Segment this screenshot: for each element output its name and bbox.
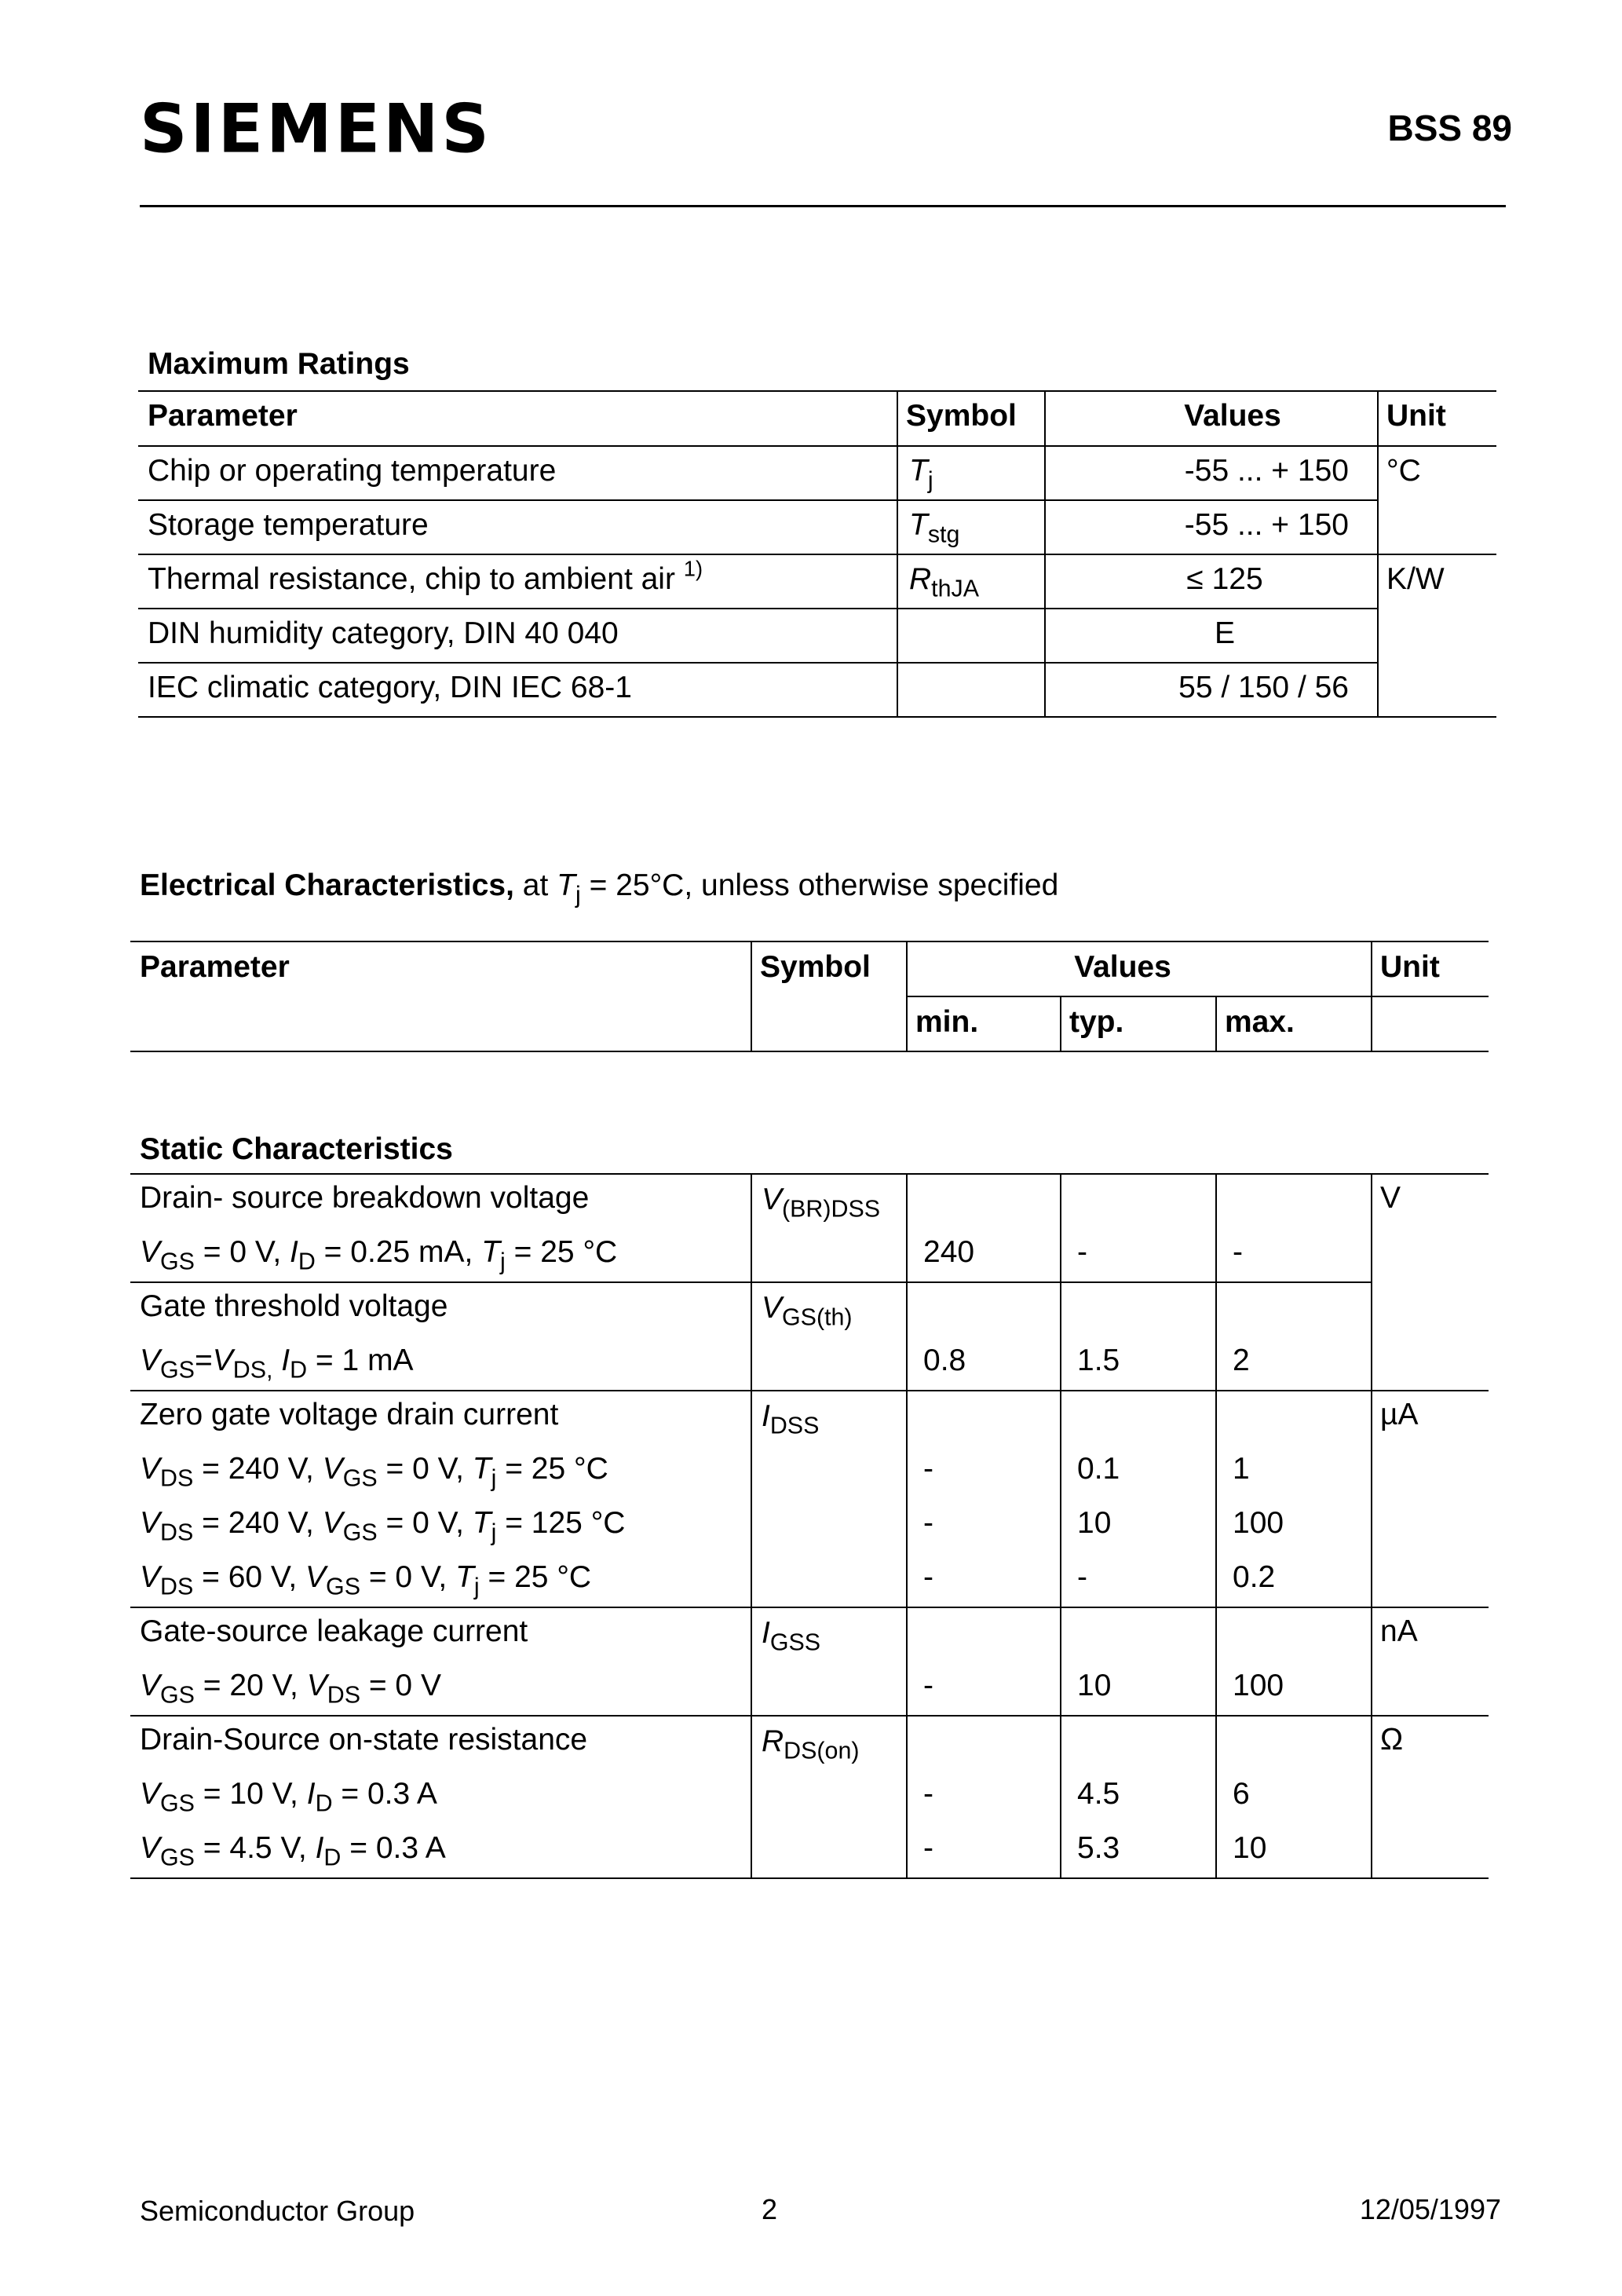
max-ratings-parameter: IEC climatic category, DIN IEC 68-1	[148, 671, 632, 704]
static-top-rule	[130, 1173, 1489, 1175]
footer-date: 12/05/1997	[1359, 2193, 1501, 2225]
max-ratings-parameter: Chip or operating temperature	[148, 454, 557, 488]
static-typ: 0.1	[1077, 1452, 1120, 1486]
max-ratings-value: ≤ 125	[1186, 562, 1263, 596]
static-symbol: $R_{DS(on)}$	[762, 1724, 860, 1764]
static-group-rule	[130, 1607, 1489, 1608]
static-typ: 5.3	[1077, 1831, 1120, 1865]
merged-cell-mask	[1379, 660, 1496, 665]
static-condition: $V_{GS} = 4.5$ V, $I_D = 0.3$ A	[140, 1831, 446, 1871]
max-ratings-col-rule	[1377, 390, 1379, 716]
static-min: 0.8	[923, 1344, 966, 1377]
max-ratings-row-rule	[138, 662, 1496, 664]
siemens-logo: SIEMENS	[140, 90, 492, 168]
static-max: 100	[1233, 1669, 1284, 1702]
electrical-header-min: min.	[915, 1005, 979, 1039]
static-unit: V	[1380, 1181, 1401, 1215]
static-max: 100	[1233, 1506, 1284, 1540]
max-ratings-top-rule	[138, 390, 1496, 392]
merged-cell-mask	[1379, 606, 1496, 611]
electrical-title-bold: Electrical Characteristics,	[140, 868, 514, 902]
electrical-title-sub: j	[575, 881, 581, 909]
static-group-rule	[130, 1715, 1489, 1717]
column-header-symbol: Symbol	[906, 399, 1017, 433]
static-condition: $V_{GS}=V_{DS,}$ $I_D = 1$ mA	[140, 1344, 414, 1384]
static-col-rule	[1060, 1173, 1061, 1877]
static-title: Static Characteristics	[140, 1132, 453, 1166]
static-max: 1	[1233, 1452, 1250, 1486]
static-max: -	[1233, 1235, 1243, 1269]
max-ratings-symbol: $T_j$	[909, 454, 933, 494]
static-min: -	[923, 1777, 933, 1811]
static-symbol: $V_{GS(th)}$	[762, 1291, 853, 1331]
static-typ: -	[1077, 1235, 1087, 1269]
static-symbol: $I_{DSS}$	[762, 1399, 820, 1439]
max-ratings-row-rule	[138, 716, 1496, 718]
static-parameter-name: Gate-source leakage current	[140, 1614, 528, 1648]
max-ratings-value: 55 / 150 / 56	[1178, 671, 1349, 704]
part-number: BSS 89	[1387, 108, 1512, 148]
max-ratings-symbol: $R_{thJA}$	[909, 562, 980, 602]
static-min: -	[923, 1452, 933, 1486]
electrical-title-rest: = 25°C, unless otherwise specified	[589, 868, 1059, 902]
static-typ: 1.5	[1077, 1344, 1120, 1377]
static-condition: $V_{GS} = 20$ V, $V_{DS} = 0$ V	[140, 1669, 441, 1709]
max-ratings-row-rule	[138, 554, 1496, 555]
static-parameter-name: Zero gate voltage drain current	[140, 1398, 559, 1431]
max-ratings-col-rule	[1044, 390, 1046, 716]
static-unit: µA	[1380, 1398, 1419, 1431]
static-min: 240	[923, 1235, 975, 1269]
max-ratings-title: Maximum Ratings	[148, 347, 410, 381]
static-col-rule	[1371, 1173, 1372, 1877]
static-typ: -	[1077, 1560, 1087, 1594]
static-condition: $V_{GS} = 10$ V, $I_D = 0.3$ A	[140, 1777, 437, 1817]
electrical-header-parameter: Parameter	[140, 950, 290, 984]
static-unit: Ω	[1380, 1723, 1404, 1757]
static-max: 6	[1233, 1777, 1250, 1811]
static-group-rule	[130, 1877, 1489, 1879]
static-unit: nA	[1380, 1614, 1418, 1648]
max-ratings-value: -55 ... + 150	[1184, 508, 1349, 542]
static-max: 0.2	[1233, 1560, 1276, 1594]
max-ratings-unit: °C	[1386, 454, 1421, 488]
electrical-title-symbol: T	[557, 868, 575, 902]
electrical-title-at: at	[522, 868, 549, 902]
table-rule	[1371, 941, 1372, 1051]
merged-cell-mask	[1379, 498, 1496, 503]
static-max: 2	[1233, 1344, 1250, 1377]
static-parameter-name: Gate threshold voltage	[140, 1289, 448, 1323]
max-ratings-parameter: Storage temperature	[148, 508, 429, 542]
static-col-rule	[1215, 1173, 1217, 1877]
table-rule	[1215, 996, 1217, 1051]
electrical-top-rule	[130, 941, 1489, 942]
static-typ: 4.5	[1077, 1777, 1120, 1811]
static-min: -	[923, 1506, 933, 1540]
max-ratings-col-rule	[897, 390, 898, 716]
max-ratings-symbol: $T_{stg}$	[909, 508, 960, 548]
static-min: -	[923, 1669, 933, 1702]
static-condition: $V_{GS} = 0$ V, $I_D = 0.25$ mA, $T_j = 25$ °C	[140, 1235, 618, 1275]
static-condition: $V_{DS} = 240$ V, $V_{GS} = 0$ V, $T_j = 25$ °C	[140, 1452, 608, 1492]
static-group-rule	[130, 1390, 1489, 1391]
column-header-unit: Unit	[1386, 399, 1446, 433]
max-ratings-row-rule	[138, 499, 1496, 501]
static-col-rule	[906, 1173, 908, 1877]
static-condition: $V_{DS} = 60$ V, $V_{GS} = 0$ V, $T_j = 25$ °C	[140, 1560, 592, 1600]
static-min: -	[923, 1560, 933, 1594]
static-typ: 10	[1077, 1669, 1112, 1702]
static-symbol: $I_{GSS}$	[762, 1616, 821, 1656]
electrical-header-unit: Unit	[1380, 950, 1440, 984]
electrical-header-max: max.	[1225, 1005, 1295, 1039]
max-ratings-row-rule	[138, 445, 1496, 447]
max-ratings-row-rule	[138, 608, 1496, 609]
electrical-bottom-rule	[130, 1051, 1489, 1052]
static-parameter-name: Drain- source breakdown voltage	[140, 1181, 590, 1215]
electrical-header-symbol: Symbol	[760, 950, 871, 984]
max-ratings-parameter: Thermal resistance, chip to ambient air $^{1)}$	[148, 556, 703, 596]
electrical-title	[140, 868, 1059, 909]
static-typ: 10	[1077, 1506, 1112, 1540]
static-parameter-name: Drain-Source on-state resistance	[140, 1723, 588, 1757]
max-ratings-unit: K/W	[1386, 562, 1445, 596]
electrical-mid-rule	[906, 996, 1489, 997]
static-min: -	[923, 1831, 933, 1865]
table-rule	[751, 941, 752, 1051]
footer-page-number: 2	[762, 2193, 778, 2225]
max-ratings-value: -55 ... + 150	[1184, 454, 1349, 488]
static-symbol: $V_{(BR)DSS}$	[762, 1183, 881, 1223]
column-header-parameter: Parameter	[148, 399, 298, 433]
column-header-values: Values	[1184, 399, 1281, 433]
static-max: 10	[1233, 1831, 1267, 1865]
static-col-rule	[751, 1173, 752, 1877]
electrical-header-typ: typ.	[1069, 1005, 1124, 1039]
static-condition: $V_{DS} = 240$ V, $V_{GS} = 0$ V, $T_j = 125$ °C	[140, 1506, 626, 1546]
max-ratings-parameter: DIN humidity category, DIN 40 040	[148, 616, 619, 650]
header-divider	[140, 205, 1506, 207]
table-rule	[1060, 996, 1061, 1051]
footer-group: Semiconductor Group	[140, 2195, 415, 2227]
max-ratings-value: E	[1214, 616, 1235, 650]
electrical-header-values: Values	[1074, 950, 1171, 984]
